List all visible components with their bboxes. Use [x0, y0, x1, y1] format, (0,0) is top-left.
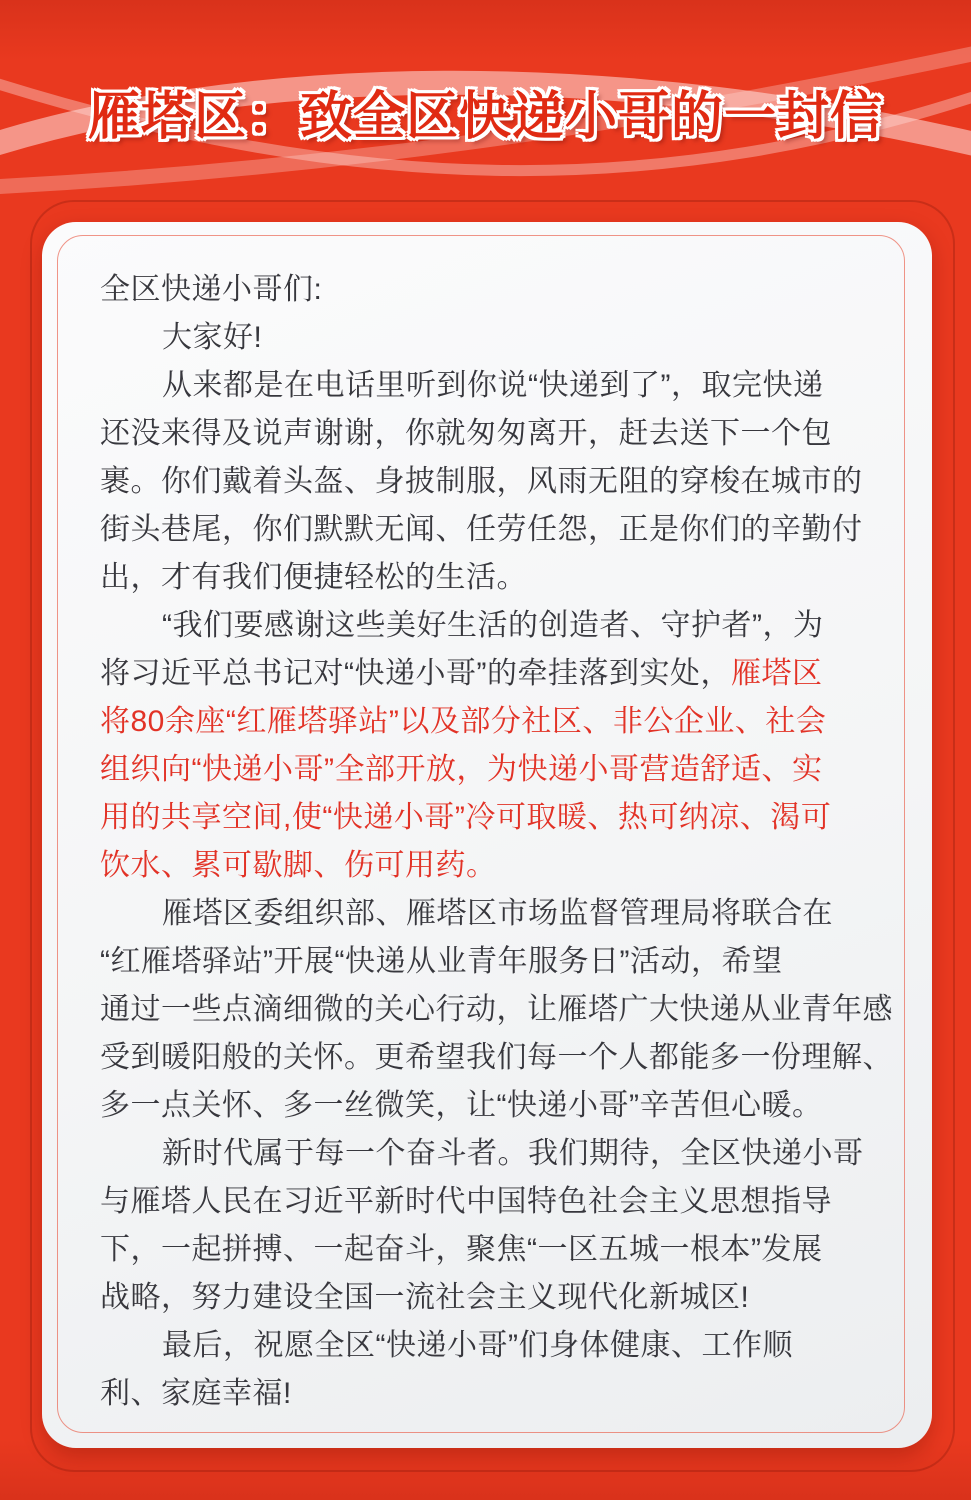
- letter-line: [100, 1226, 894, 1274]
- letter-text-segment: 将80余座“红雁塔驿站”以及部分社区、非公企业、社会: [100, 705, 827, 738]
- letter-line: [100, 650, 894, 698]
- letter-line: [100, 1370, 894, 1418]
- letter-text-segment: 裹。你们戴着头盔、身披制服，风雨无阻的穿梭在城市的: [100, 465, 863, 498]
- letter-text-segment: 大家好!: [162, 321, 263, 354]
- letter-text-segment: 与雁塔人民在习近平新时代中国特色社会主义思想指导: [100, 1185, 832, 1218]
- letter-text-segment: 通过一些点滴细微的关心行动，让雁塔广大快递从业青年感: [100, 993, 893, 1026]
- poster-title: 雁塔区：致全区快递小哥的一封信: [87, 88, 883, 146]
- letter-line: [100, 794, 894, 842]
- letter-text-segment: 还没来得及说声谢谢，你就匆匆离开，赶去送下一个包: [100, 417, 832, 450]
- letter-line: [100, 1322, 894, 1370]
- letter-line: [100, 986, 894, 1034]
- letter-text-segment: “我们要感谢这些美好生活的创造者、守护者”，为: [162, 609, 824, 642]
- letter-line: [100, 1082, 894, 1130]
- letter-line: [100, 410, 894, 458]
- letter-line: [100, 314, 894, 362]
- letter-text-segment: 新时代属于每一个奋斗者。我们期待，全区快递小哥: [162, 1137, 864, 1170]
- letter-card: [42, 222, 932, 1448]
- letter-text-segment: 雁塔区: [730, 657, 823, 690]
- letter-text-segment: 组织向“快递小哥”全部开放，为快递小哥营造舒适、实: [100, 753, 823, 786]
- letter-line: [100, 362, 894, 410]
- letter-text-segment: 街头巷尾，你们默默无闻、任劳任怨，正是你们的辛勤付: [100, 513, 863, 546]
- letter-text-segment: “红雁塔驿站”开展“快递从业青年服务日”活动，希望: [100, 945, 783, 978]
- letter-text-segment: 受到暖阳般的关怀。更希望我们每一个人都能多一份理解、: [100, 1041, 893, 1074]
- letter-line: [100, 1130, 894, 1178]
- letter-text-segment: 出，才有我们便捷轻松的生活。: [100, 561, 527, 594]
- letter-line: [100, 1034, 894, 1082]
- letter-text-segment: 利、家庭幸福!: [100, 1377, 292, 1410]
- letter-text-segment: 战略，努力建设全国一流社会主义现代化新城区!: [100, 1281, 750, 1314]
- letter-text-segment: 全区快递小哥们:: [100, 273, 323, 306]
- letter-body: [100, 266, 894, 1418]
- letter-line: [100, 554, 894, 602]
- letter-line: [100, 1274, 894, 1322]
- letter-text-segment: 用的共享空间,使“快递小哥”冷可取暖、热可纳凉、渴可: [100, 801, 832, 834]
- letter-line: [100, 266, 894, 314]
- letter-line: [100, 506, 894, 554]
- letter-line: [100, 890, 894, 938]
- letter-text-segment: 从来都是在电话里听到你说“快递到了”，取完快递: [162, 369, 824, 402]
- letter-text-segment: 最后，祝愿全区“快递小哥”们身体健康、工作顺: [162, 1329, 793, 1362]
- letter-text-segment: 雁塔区委组织部、雁塔区市场监督管理局将联合在: [162, 897, 833, 930]
- letter-line: [100, 698, 894, 746]
- letter-text-segment: 将习近平总书记对“快递小哥”的牵挂落到实处，: [100, 657, 731, 690]
- letter-text-segment: 下，一起拼搏、一起奋斗，聚焦“一区五城一根本”发展: [100, 1233, 823, 1266]
- letter-line: [100, 1178, 894, 1226]
- letter-text-segment: 多一点关怀、多一丝微笑，让“快递小哥”辛苦但心暖。: [100, 1089, 823, 1122]
- letter-line: [100, 746, 894, 794]
- letter-text-segment: 饮水、累可歇脚、伤可用药。: [100, 849, 497, 882]
- letter-line: [100, 602, 894, 650]
- letter-line: [100, 458, 894, 506]
- letter-line: [100, 938, 894, 986]
- letter-line: [100, 842, 894, 890]
- title-banner: [0, 0, 971, 220]
